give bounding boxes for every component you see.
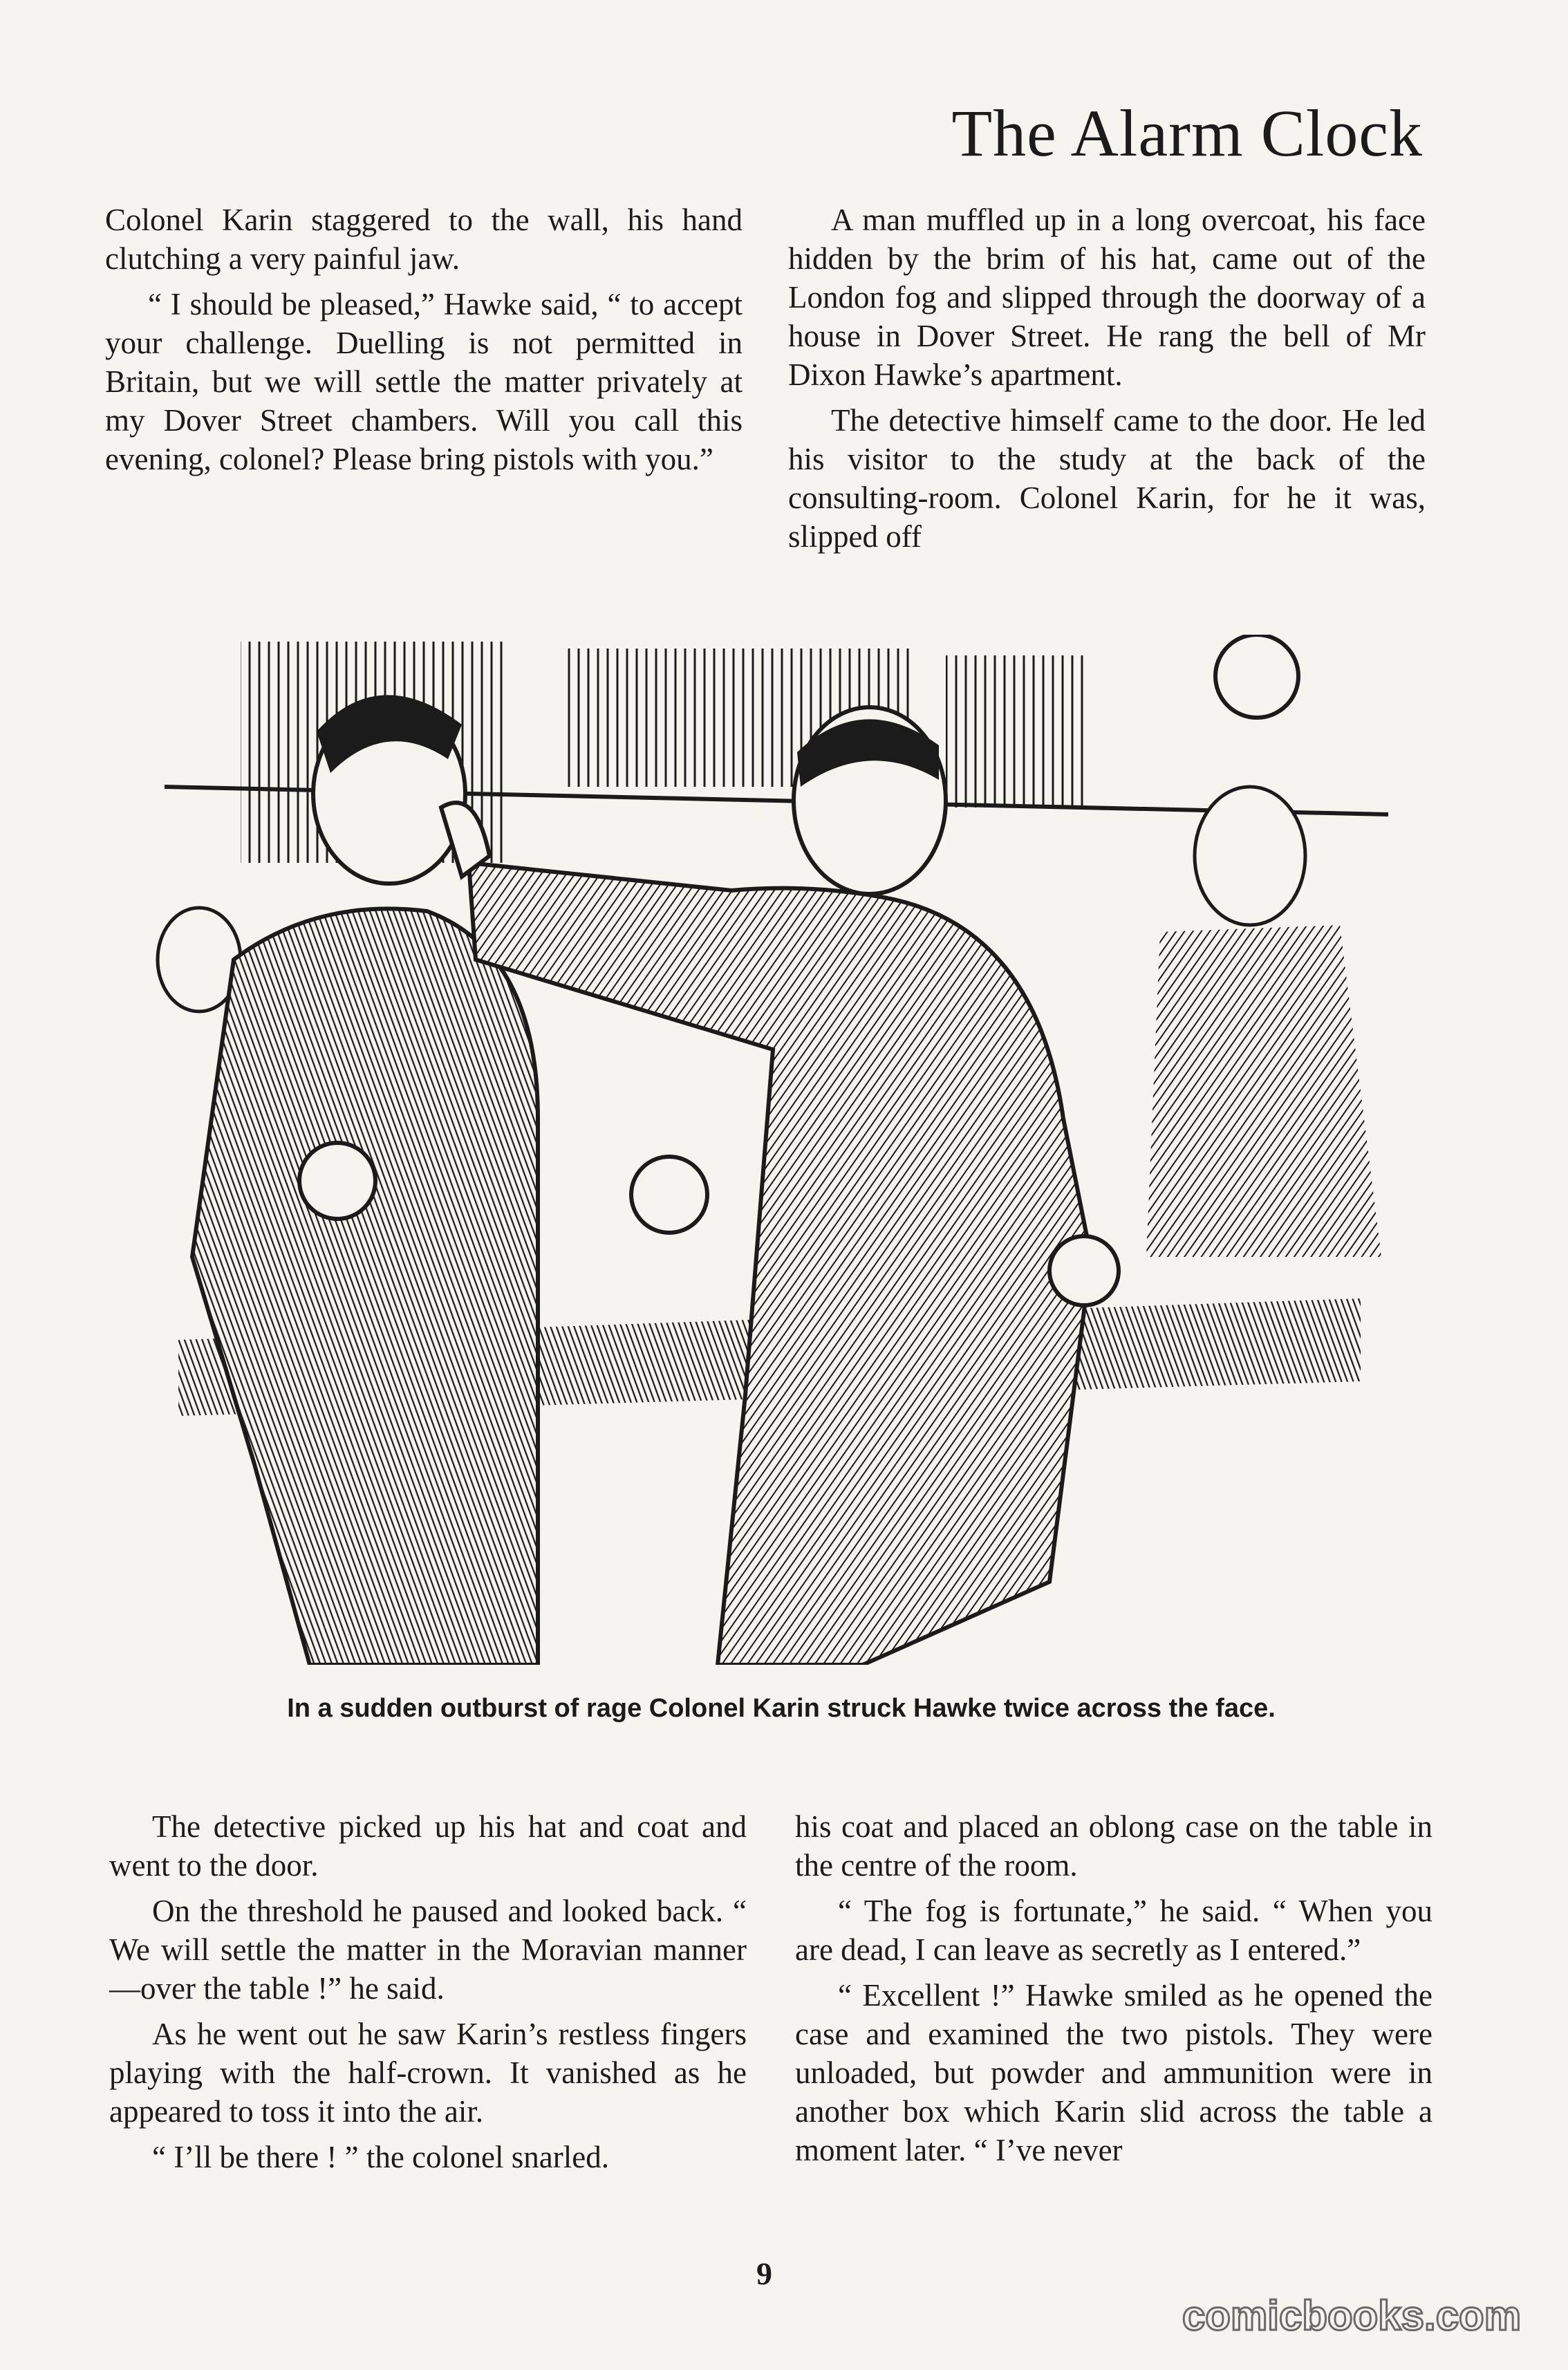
paragraph: “ Excellent !” Hawke smiled as he opened the case and examined the two pistols. They were unloaded, but powder and ammunition were in another box which Karin slid across the table a moment later. “ I’ve never — [795, 1978, 1432, 2167]
illustration — [151, 635, 1390, 1665]
paragraph: As he went out he saw Karin’s restless fingers playing with the half-crown. It vanished as he appeared to toss it into the air. — [109, 2017, 747, 2129]
hawke-fist-left — [299, 1143, 375, 1219]
wall-clock — [1215, 635, 1298, 718]
paragraph: “ I’ll be there ! ” the colonel snarled. — [152, 2140, 609, 2174]
paragraph: “ The fog is fortunate,” he said. “ When you are dead, I can leave as secretly as I entered.” — [795, 1894, 1432, 1967]
bottom-left-column — [109, 1807, 747, 2176]
page-number: 9 — [756, 2256, 772, 2291]
karin-suit — [469, 863, 1091, 1665]
paragraph: The detective picked up his hat and coat and went to the door. — [109, 1809, 747, 1883]
watermark-text: comicbooks.com — [1182, 2293, 1522, 2339]
paragraph: A man muffled up in a long overcoat, his face hidden by the brim of his hat, came out of the London fog and slipped through the doorway of a house in Dover Street. He rang the bell of Mr Dixon Hawke’s apartment. — [788, 203, 1426, 392]
paragraph: “ I should be pleased,” Hawke said, “ to accept your challenge. Duelling is not permitted in Britain, but we will settle the matter privately at my Dover Street chambers. Will you call this evening, colonel? Please bring pistols with you.” — [105, 287, 743, 476]
bystander-right — [1195, 787, 1305, 925]
mantel-ornament — [946, 655, 1084, 808]
paragraph: Colonel Karin staggered to the wall, his hand clutching a very painful jaw. — [105, 203, 743, 276]
paragraph: his coat and placed an oblong case on the table in the centre of the room. — [795, 1809, 1432, 1883]
bystander-right-coat — [1146, 925, 1381, 1257]
hawke-suit — [192, 908, 538, 1665]
karin-fist — [1049, 1236, 1119, 1305]
top-left-column — [105, 200, 743, 478]
watermark-logo — [1168, 2290, 1535, 2345]
bottom-right-column — [795, 1807, 1432, 2170]
page-title: The Alarm Clock — [951, 96, 1423, 170]
illustration-caption: In a sudden outburst of rage Colonel Karin struck Hawke twice across the face. — [287, 1694, 1276, 1723]
hawke-fist-right — [631, 1157, 707, 1233]
paragraph: On the threshold he paused and looked back. “ We will settle the matter in the Moravian manner—over the table !” he said. — [109, 1894, 747, 2006]
top-right-column — [788, 200, 1426, 556]
paragraph: The detective himself came to the door. He led his visitor to the study at the back of the consulting-room. Colonel Karin, for he it was, slipped off — [788, 403, 1426, 554]
